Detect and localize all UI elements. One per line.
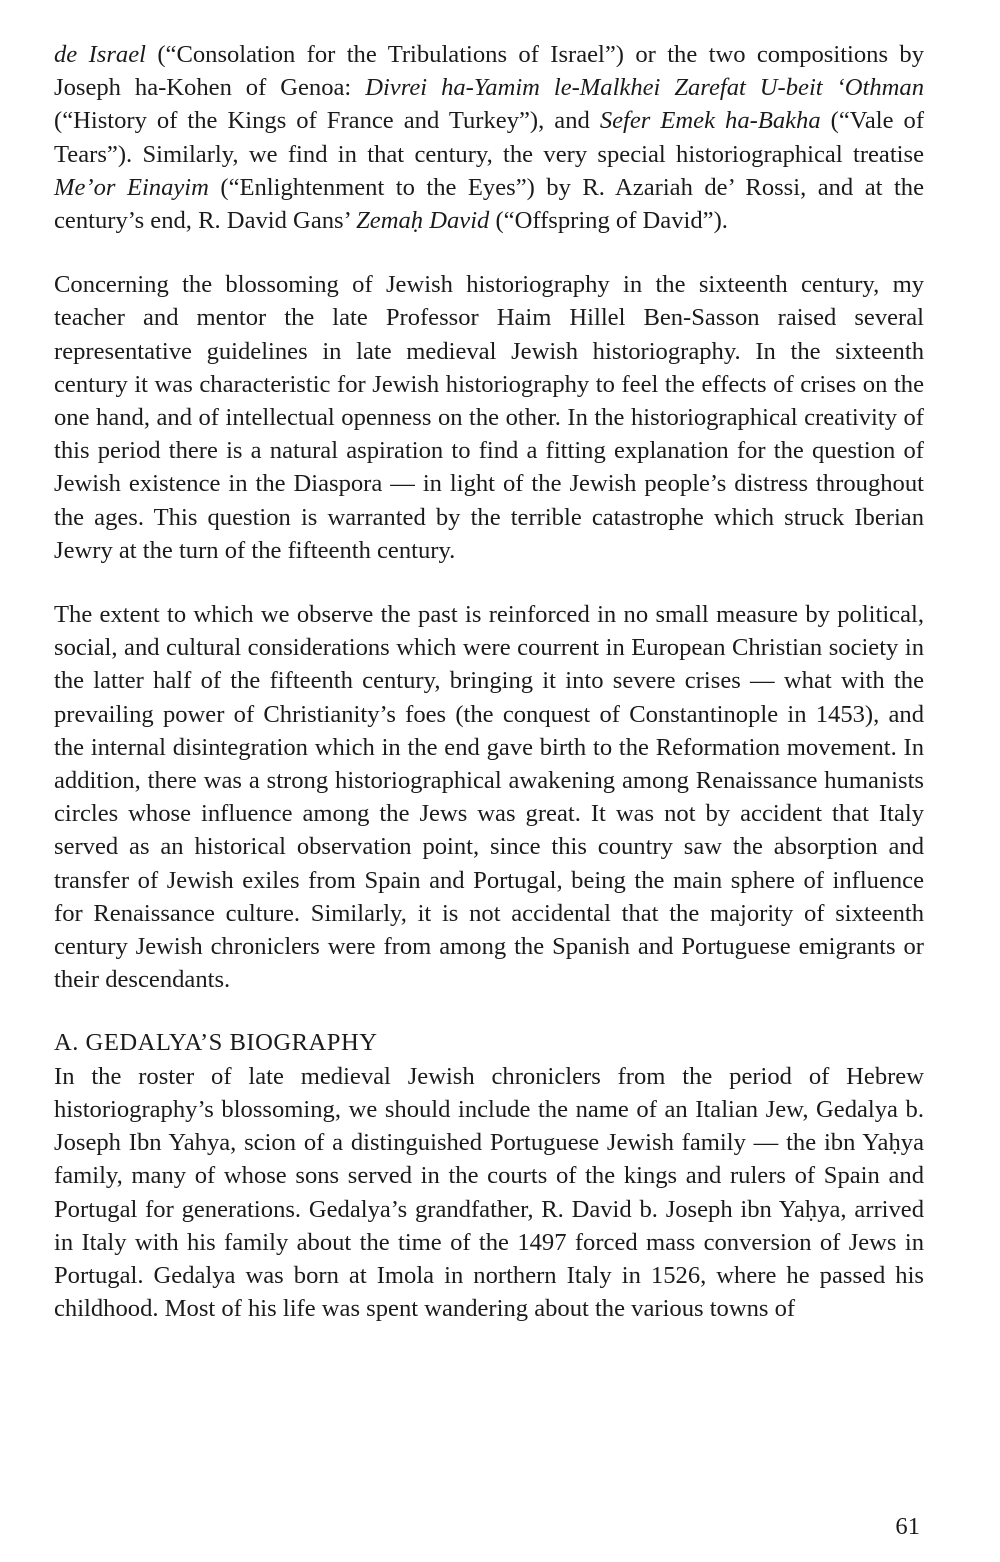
text-run: (“History of the Kings of France and Turkey”), and bbox=[54, 107, 600, 135]
text-run: (“Offspring of David”). bbox=[489, 207, 728, 235]
italic-title: de Israel bbox=[54, 41, 146, 68]
text-run: (“Vale of Tears”). Similarly, we find in that century, the very special historiographical treatise bbox=[54, 107, 925, 168]
paragraph-1 bbox=[54, 38, 924, 237]
italic-title: Me’or Einayim bbox=[54, 173, 209, 201]
text-run: In the roster of late medieval Jewish chroniclers from the period of Hebrew historiography’s blossoming, we should include the name of an Italian Jew, Gedalya b. Joseph Ibn Yahya, scion of a distinguished Portuguese Jewish family — the ibn Yaḥya family, many of whose sons served in the courts of the kings and rulers of Spain and Portugal for generations. Gedalya’s grandfather, R. David b. Joseph ibn Yaḥya, arrived in Italy with his family about the time of the 1497 forced mass conversion of Jews in Portugal. Gedalya was born at Imola in northern Italy in 1526, where he passed his childhood. Most of his life was spent wandering about the various towns of bbox=[54, 1062, 924, 1323]
text-run: The extent to which we observe the past is reinforced in no small measure by political, social, and cultural considerations which were courrent in European Christian society in the latter half of the fifteenth century, bringing it into severe crises — what with the prevailing power of Christianity’s foes (the conquest of Constantinople in 1453), and the internal disintegration which in the end gave birth to the Reformation movement. In addition, there was a strong historiographical awakening among Renaissance humanists circles whose influence among the Jews was great. It was not by accident that Italy served as an historical observation point, since this country saw the absorption and transfer of Jewish exiles from Spain and Portugal, being the main sphere of influence for Renaissance culture. Similarly, it is not accidental that the majority of sixteenth century Jewish chroniclers were from among the Spanish and Portuguese emigrants or their descendants. bbox=[54, 601, 924, 994]
page-number: 61 bbox=[895, 1513, 920, 1540]
page-body bbox=[54, 38, 924, 1325]
italic-title: Sefer Emek ha-Bakha bbox=[599, 107, 821, 135]
paragraph-3 bbox=[54, 598, 924, 996]
text-run: (“Consolation for the Tribulations of Israel”) or the two compositions by Joseph ha-Kohen of Genoa: bbox=[54, 41, 925, 102]
section-heading: A. GEDALYA’S BIOGRAPHY bbox=[54, 1029, 378, 1057]
paragraph-2 bbox=[54, 268, 924, 567]
italic-title: Zemaḥ David bbox=[356, 207, 490, 235]
text-run: Concerning the blossoming of Jewish historiography in the sixteenth century, my teacher and mentor the late Professor Haim Hillel Ben-Sasson raised several representative guidelines in late medieval Jewish historiography. In the sixteenth century it was characteristic for Jewish historiography to feel the effects of crises on the one hand, and of intellectual openness on the other. In the historiographical creativity of this period there is a natural aspiration to find a fitting explanation for the question of Jewish existence in the Diaspora — in light of the Jewish people’s distress throughout the ages. This question is warranted by the terrible catastrophe which struck Iberian Jewry at the turn of the fifteenth century. bbox=[54, 271, 924, 564]
text-run: (“Enlightenment to the Eyes”) by R. Azariah de’ Rossi, and at the century’s end, R. David Gans’ bbox=[54, 173, 924, 235]
section-paragraph bbox=[54, 1060, 924, 1326]
italic-title: Divrei ha-Yamim le-Malkhei Zarefat U-beit ‘Othman bbox=[365, 74, 924, 102]
